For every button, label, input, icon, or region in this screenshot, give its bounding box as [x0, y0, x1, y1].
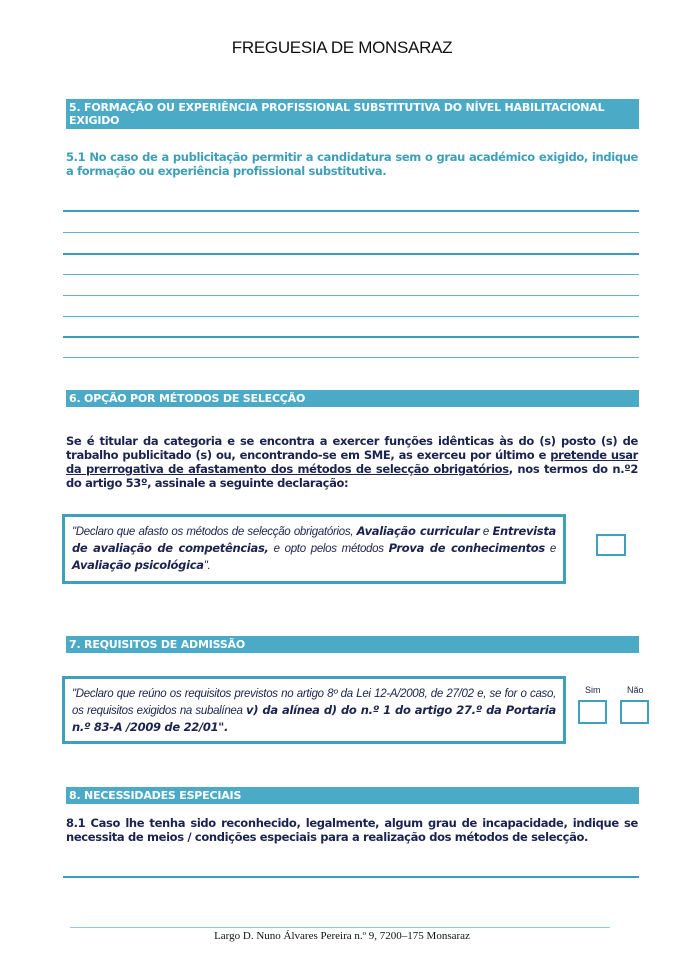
nao-checkbox[interactable] [620, 700, 649, 724]
section-6-declaration-box [62, 514, 566, 584]
section-8-question: 8.1 Caso lhe tenha sido reconhecido, legalmente, algum grau de incapacidade, indique se necessita de meios / condições especiais para a realização dos métodos de selecção. [66, 816, 638, 844]
footer-divider [70, 927, 610, 928]
sim-checkbox[interactable] [578, 700, 607, 724]
section-8-heading: 8. NECESSIDADES ESPECIAIS [66, 787, 639, 804]
section-7-declaration-box [62, 676, 566, 744]
document-title: FREGUESIA DE MONSARAZ [231, 38, 453, 57]
decl-text: "Declaro que afasto os métodos de selecção obrigatórios, [72, 526, 357, 538]
sim-label: Sim [585, 685, 601, 695]
nao-label: Não [627, 685, 644, 695]
section-7-heading: 7. REQUISITOS DE ADMISSÃO [66, 636, 639, 653]
decl-text: "Declaro que reúno os requisitos previstos no artigo 8º da Lei 12-A/2008, de 27/02 e, se for o caso, os requisitos exigidos na subalínea [72, 688, 556, 717]
intro-underlined-text: pretende usar da prerrogativa de afastamento dos métodos de selecção obrigatórios [66, 448, 638, 476]
decl-bold: Prova de conhecimentos [388, 541, 545, 555]
decl-bold: Avaliação curricular [356, 524, 480, 538]
section-5-question: 5.1 No caso de a publicitação permitir a candidatura sem o grau académico exigido, indique a formação ou experiência profissional substitutiva. [66, 150, 638, 178]
decl-text: e opto pelos métodos [268, 543, 389, 555]
answer-line-7[interactable] [63, 336, 639, 338]
decl-bold: Entrevista de avaliação de competências, [72, 524, 557, 555]
section-8-answer-line[interactable] [63, 876, 639, 878]
answer-line-6[interactable] [63, 316, 639, 317]
answer-line-5[interactable] [63, 295, 639, 296]
answer-line-2[interactable] [63, 232, 639, 233]
decl-text: e [544, 543, 556, 555]
section-6-intro [66, 434, 638, 490]
section-6-heading: 6. OPÇÃO POR MÉTODOS DE SELECÇÃO [66, 390, 639, 407]
intro-text: Se é titular da categoria e se encontra a exercer funções idênticas às do (s) posto (s) de trabalho publicitado (s) ou, encontrando-se em SME, as exerceu por último e [66, 434, 638, 462]
decl-bold: Avaliação psicológica [72, 558, 204, 572]
footer-address: Largo D. Nuno Álvares Pereira n.º 9, 7200–175 Monsaraz [214, 930, 470, 942]
intro-text-end: , nos termos do n.º2 do artigo 53º, assinale a seguinte declaração: [66, 462, 638, 490]
answer-line-8[interactable] [63, 357, 639, 358]
section-6-declaration-checkbox[interactable] [596, 534, 626, 556]
decl-text: ". [203, 560, 211, 572]
decl-bold: v) da alínea d) do n.º 1 do artigo 27.º da Portaria n.º 83-A /2009 de 22/01". [72, 703, 556, 734]
answer-line-4[interactable] [63, 274, 639, 275]
answer-line-3[interactable] [63, 253, 639, 255]
section-5-heading: 5. FORMAÇÃO OU EXPERIÊNCIA PROFISSIONAL SUBSTITUTIVA DO NÍVEL HABILITACIONAL EXIGIDO [66, 99, 639, 129]
answer-line-1[interactable] [63, 210, 639, 212]
decl-text: e [479, 526, 493, 538]
